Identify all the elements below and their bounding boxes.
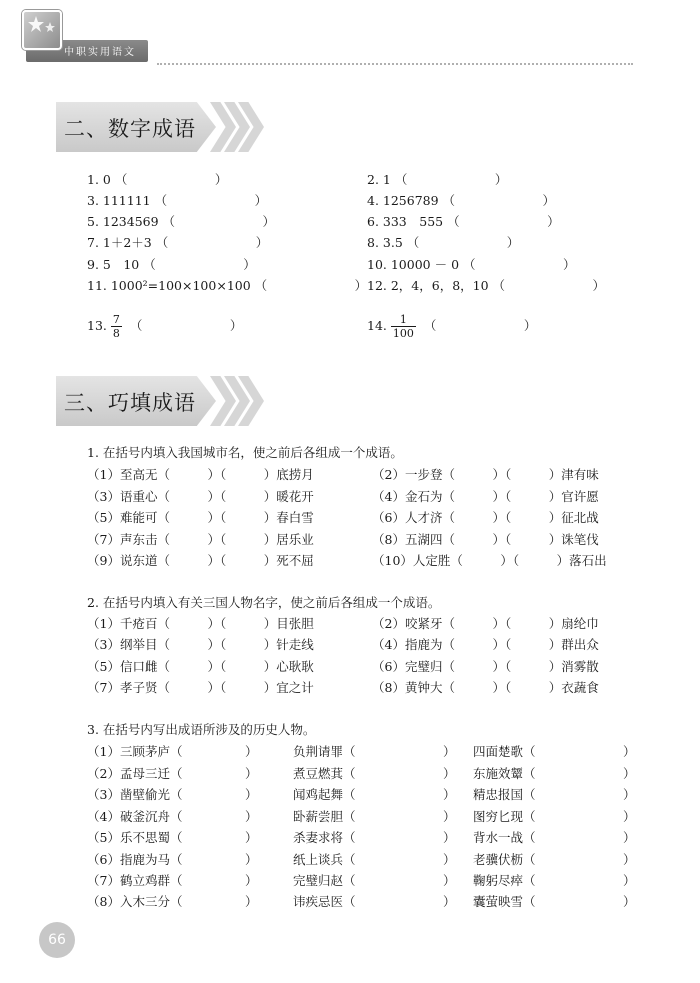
answer-blank: （ ） bbox=[423, 318, 537, 333]
numeric-item: 4. 1256789 （ ） bbox=[367, 193, 556, 208]
fill-row: （9）说东道（ ）（ ）死不屈 bbox=[87, 553, 314, 568]
history-row: （4）破釜沉舟（ ） bbox=[87, 809, 258, 824]
history-row: 闻鸡起舞（ ） bbox=[293, 787, 456, 802]
history-row: 囊萤映雪（ ） bbox=[473, 894, 636, 909]
fill-row: （4）金石为（ ）（ ）官许愿 bbox=[372, 489, 599, 504]
fill-row: （5）难能可（ ）（ ）春白雪 bbox=[87, 510, 314, 525]
history-row: （2）孟母三迁（ ） bbox=[87, 766, 258, 781]
numeric-item: 6. 333 555 （ ） bbox=[367, 214, 560, 229]
history-row: 老骥伏枥（ ） bbox=[473, 852, 636, 867]
numeric-item: 3. 111111 （ ） bbox=[87, 193, 268, 208]
history-row: 煮豆燃萁（ ） bbox=[293, 766, 456, 781]
denominator: 8 bbox=[112, 327, 120, 340]
fill-row: （3）语重心（ ）（ ）暖花开 bbox=[87, 489, 314, 504]
numeric-item: 2. 1 （ ） bbox=[367, 172, 508, 187]
fill-row: （7）声东击（ ）（ ）居乐业 bbox=[87, 532, 314, 547]
fill-row: （8）五湖四（ ）（ ）诛笔伐 bbox=[372, 532, 599, 547]
star-emblem-icon bbox=[22, 10, 62, 50]
fill-row: （3）纲举目（ ）（ ）针走线 bbox=[87, 637, 314, 652]
fraction bbox=[391, 313, 416, 340]
history-row: （5）乐不思蜀（ ） bbox=[87, 830, 258, 845]
section-3-header bbox=[56, 376, 246, 426]
answer-blank: （ ） bbox=[129, 318, 243, 333]
question-3-prompt: 3. 在括号内写出成语所涉及的历史人物。 bbox=[87, 722, 316, 737]
section-3-title: 三、巧填成语 bbox=[64, 391, 196, 415]
section-2-header bbox=[56, 102, 246, 152]
history-row: 杀妻求将（ ） bbox=[293, 830, 456, 845]
numeric-item: 11. 1000²=100×100×100 （ ） bbox=[87, 278, 368, 293]
history-row: （7）鹤立鸡群（ ） bbox=[87, 873, 258, 888]
history-row: 鞠躬尽瘁（ ） bbox=[473, 873, 636, 888]
question-1-prompt: 1. 在括号内填入我国城市名，使之前后各组成一个成语。 bbox=[87, 445, 403, 460]
numeric-item: 9. 5 10 （ ） bbox=[87, 257, 256, 272]
denominator: 100 bbox=[392, 327, 414, 340]
item-number: 14. bbox=[367, 318, 387, 333]
history-row: 东施效颦（ ） bbox=[473, 766, 636, 781]
history-row: （6）指鹿为马（ ） bbox=[87, 852, 258, 867]
header-divider bbox=[157, 63, 633, 65]
header-title: 中职实用语文 bbox=[64, 47, 136, 58]
fill-row: （7）孝子贤（ ）（ ）宜之计 bbox=[87, 680, 314, 695]
fill-row: （1）千疮百（ ）（ ）目张胆 bbox=[87, 616, 314, 631]
section-2-title: 二、数字成语 bbox=[64, 117, 196, 141]
history-row: 图穷匕现（ ） bbox=[473, 809, 636, 824]
fraction bbox=[111, 313, 122, 340]
numeric-item: 12. 2，4，6，8，10 （ ） bbox=[367, 278, 606, 293]
fill-row: （8）黄钟大（ ）（ ）衣蔬食 bbox=[372, 680, 599, 695]
history-row: （8）入木三分（ ） bbox=[87, 894, 258, 909]
fill-row: （2）咬紧牙（ ）（ ）扇纶巾 bbox=[372, 616, 599, 631]
fraction-item bbox=[367, 313, 536, 340]
numerator: 1 bbox=[391, 313, 416, 327]
fraction-item bbox=[87, 313, 242, 340]
fill-row: （1）至高无（ ）（ ）底捞月 bbox=[87, 467, 314, 482]
numeric-item: 10. 10000 － 0 （ ） bbox=[367, 257, 576, 272]
fill-row: （6）人才济（ ）（ ）征北战 bbox=[372, 510, 599, 525]
history-row: （1）三顾茅庐（ ） bbox=[87, 744, 258, 759]
history-row: 完璧归赵（ ） bbox=[293, 873, 456, 888]
fill-row: （2）一步登（ ）（ ）津有味 bbox=[372, 467, 599, 482]
item-number: 13. bbox=[87, 318, 107, 333]
numeric-item: 1. 0 （ ） bbox=[87, 172, 228, 187]
numeric-item: 7. 1＋2＋3 （ ） bbox=[87, 235, 269, 250]
fill-row: （6）完璧归（ ）（ ）消雾散 bbox=[372, 659, 599, 674]
history-row: 背水一战（ ） bbox=[473, 830, 636, 845]
fill-row: （4）指鹿为（ ）（ ）群出众 bbox=[372, 637, 599, 652]
fill-row: （10）人定胜（ ）（ ）落石出 bbox=[372, 553, 607, 568]
numeric-item: 5. 1234569 （ ） bbox=[87, 214, 276, 229]
fill-row: （5）信口雌（ ）（ ）心耿耿 bbox=[87, 659, 314, 674]
history-row: （3）凿壁偷光（ ） bbox=[87, 787, 258, 802]
question-2-prompt: 2. 在括号内填入有关三国人物名字，使之前后各组成一个成语。 bbox=[87, 595, 441, 610]
history-row: 讳疾忌医（ ） bbox=[293, 894, 456, 909]
numerator: 7 bbox=[112, 313, 120, 326]
history-row: 四面楚歌（ ） bbox=[473, 744, 636, 759]
numeric-item: 8. 3.5 （ ） bbox=[367, 235, 520, 250]
history-row: 负荆请罪（ ） bbox=[293, 744, 456, 759]
history-row: 纸上谈兵（ ） bbox=[293, 852, 456, 867]
page-number: 66 bbox=[39, 922, 75, 958]
history-row: 精忠报国（ ） bbox=[473, 787, 636, 802]
history-row: 卧薪尝胆（ ） bbox=[293, 809, 456, 824]
